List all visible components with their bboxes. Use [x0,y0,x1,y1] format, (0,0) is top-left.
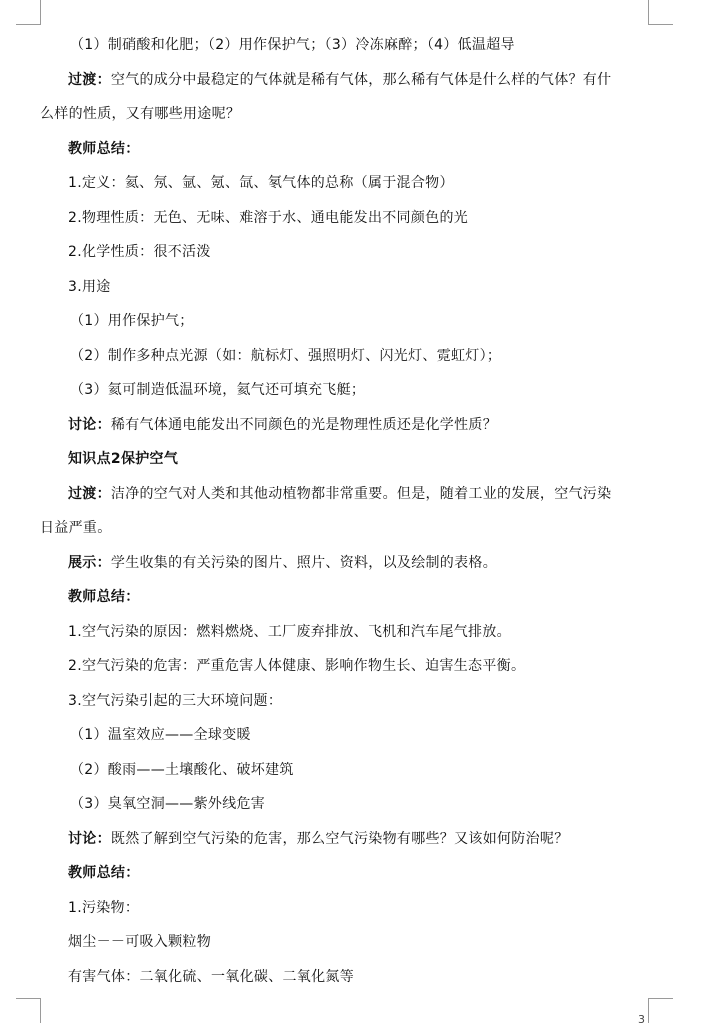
paragraph: 过渡：洁净的空气对人类和其他动植物都非常重要。但是，随着工业的发展，空气污染 [68,485,612,502]
paragraph: 展示：学生收集的有关污染的图片、照片、资料，以及绘制的表格。 [68,554,498,571]
list-item: （1）温室效应——全球变暖 [70,727,251,743]
paragraph: 2.物理性质：无色、无味、难溶于水、通电能发出不同颜色的光 [68,209,469,226]
paragraph: 1.空气污染的原因：燃料燃烧、工厂废弃排放、飞机和汽车尾气排放。 [68,623,511,640]
paragraph: 讨论：既然了解到空气污染的危害，那么空气污染物有哪些？又该如何防治呢？ [68,830,569,847]
paragraph: 3.空气污染引起的三大环境问题： [68,692,283,709]
paragraph: 讨论：稀有气体通电能发出不同颜色的光是物理性质还是化学性质？ [68,416,498,433]
paragraph: 2.化学性质：很不活泼 [68,244,211,260]
paragraph: 有害气体：二氧化硫、一氧化碳、二氧化氮等 [68,968,354,985]
list-item: （3）臭氧空洞——紫外线危害 [70,796,266,812]
crop-mark-top-left [16,0,41,25]
paragraph: 么样的性质，又有哪些用途呢？ [40,106,241,122]
paragraph: 1.污染物： [68,899,140,916]
paragraph-label: 过渡： [68,485,111,502]
paragraph: 烟尘－－可吸入颗粒物 [68,934,211,950]
paragraph-label: 过渡： [68,71,111,88]
crop-mark-bottom-left [16,998,41,1023]
paragraph-label: 讨论： [68,416,111,433]
paragraph: 日益严重。 [40,520,112,536]
crop-mark-bottom-right [648,998,673,1023]
list-item: （1）用作保护气； [70,313,194,329]
document-body [40,28,670,994]
section-heading: 教师总结： [68,865,140,881]
paragraph-label: 讨论： [68,830,111,847]
list-item: （3）氦可制造低温环境，氦气还可填充飞艇； [70,382,366,398]
paragraph: 3.用途 [68,278,111,295]
section-heading: 知识点2保护空气 [68,451,179,467]
section-heading: 教师总结： [68,589,140,605]
paragraph-label: 展示： [68,554,111,571]
page-number: 3 [638,1013,645,1026]
list-item: （2）酸雨——土壤酸化、破坏建筑 [70,761,294,778]
list-item: （2）制作多种点光源（如：航标灯、强照明灯、闪光灯、霓虹灯）； [70,347,502,364]
crop-mark-top-right [648,0,673,25]
section-heading: 教师总结： [68,140,140,157]
paragraph: 1.定义：氦、氖、氩、氪、氙、氡气体的总称（属于混合物） [68,175,454,191]
paragraph: （1）制硝酸和化肥；（2）用作保护气；（3）冷冻麻醉；（4）低温超导 [70,37,515,53]
paragraph: 过渡：空气的成分中最稳定的气体就是稀有气体，那么稀有气体是什么样的气体？有什 [68,71,612,88]
paragraph: 2.空气污染的危害：严重危害人体健康、影响作物生长、迫害生态平衡。 [68,658,526,674]
